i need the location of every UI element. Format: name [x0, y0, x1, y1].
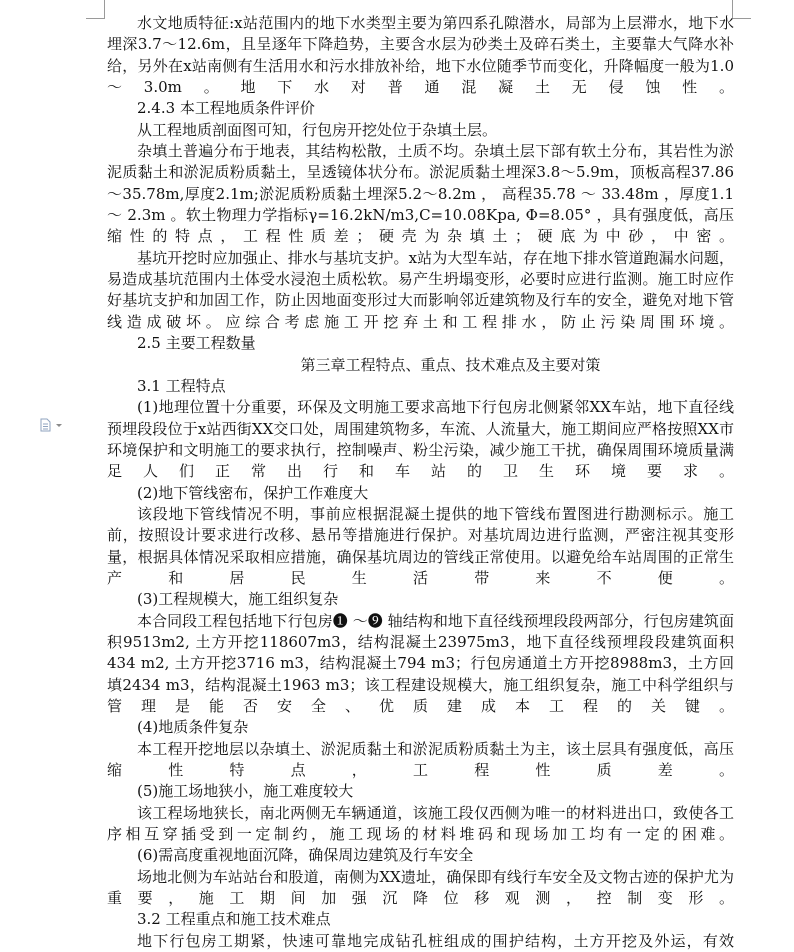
body-paragraph: 该工程场地狭长，南北两侧无车辆通道，该施工段仅西侧为唯一的材料进出口，致使各工序相互穿插受到一定制约，施工现场的材料堆码和现场加工均有一定的困难。	[107, 803, 734, 844]
section-heading: 2.5 主要工程数量	[137, 334, 256, 353]
body-paragraph: 本合同段工程包括地下行包房❶ ～❾ 轴结构和地下直径线预埋段段两部分，行包房建筑面积9513m2, 土方开挖118607m3，结构混凝土23975m3，地下直径线预埋段段建筑面积434 m2, 土方开挖3716 m3，结构混凝土794 m3；行包房通道土方开挖8988m3，土方回填2434 m3，结构混凝土1963 m3；该工程建设规模大，施工组织复杂，施工中科学组织与管理是能否安全、优质建成本工程的关键。	[107, 611, 734, 715]
section-heading: 3.1 工程特点	[137, 376, 226, 395]
section-heading: 2.4.3 本工程地质条件评价	[137, 99, 315, 118]
body-paragraph: 基坑开挖时应加强止、排水与基坑支护。x站为大型车站，存在地下排水管道跑漏水问题，易造成基坑范围内土体受水浸泡土质松软。易产生坍塌变形，必要时应进行监测。施工时应作好基坑支护和加固工作，防止因地面变形过大而影响邻近建筑物及行车的安全，避免对地下管线造成破坏。应综合考虑施工开挖弃土和工程排水，防止污染周围环境。	[107, 248, 734, 331]
section-heading: (6)需高度重视地面沉降，确保周边建筑及行车安全	[137, 846, 474, 865]
page-margin-corner-mark	[732, 0, 751, 19]
body-paragraph: 该段地下管线情况不明，事前应根据混凝土提供的地下管线布置图进行勘测标示。施工前，按照设计要求进行改移、悬吊等措施进行保护。对基坑周边进行监测，严密注视其变形量，根据具体情况采取相应措施，确保基坑周边的管线正常使用。以避免给车站周围的正常生产和居民生活带来不便。	[107, 504, 734, 587]
document-options-icon[interactable]	[39, 418, 65, 432]
section-heading: (3)工程规模大，施工组织复杂	[137, 590, 339, 609]
section-heading: 3.2 工程重点和施工技术难点	[137, 910, 331, 929]
body-paragraph: (1)地理位置十分重要，环保及文明施工要求高地下行包房北侧紧邻XX车站，地下直径线预埋段段位于x站西街XX交口处，周围建筑物多，车流、人流量大，施工期间应严格按照XX市环境保护和文明施工的要求执行，控制噪声、粉尘污染，减少施工干扰，确保周围环境质量满足人们正常出行和车站的卫生环境要求。	[107, 398, 734, 481]
section-heading: (5)施工场地狭小，施工难度较大	[137, 782, 354, 801]
section-heading: 第三章工程特点、重点、技术难点及主要对策	[300, 355, 601, 374]
document-body	[107, 13, 734, 952]
page-margin-corner-mark	[86, 0, 105, 19]
body-paragraph: 本工程开挖地层以杂填土、淤泥质黏土和淤泥质粉质黏土为主，该土层具有强度低，高压缩性特点，工程性质差。	[107, 739, 734, 780]
body-paragraph: 从工程地质剖面图可知，行包房开挖处位于杂填土层。	[137, 120, 498, 139]
body-paragraph: 地下行包房工期紧，快速可靠地完成钻孔桩组成的围护结构，土方开挖及外运，有效	[137, 931, 734, 950]
section-heading: (4)地质条件复杂	[137, 718, 249, 737]
body-paragraph: 场地北侧为车站站台和股道，南侧为XX遗址，确保即有线行车安全及文物古迹的保护尤为重要，施工期间加强沉降位移观测，控制变形。	[107, 867, 734, 908]
body-paragraph: 水文地质特征:x站范围内的地下水类型主要为第四系孔隙潜水，局部为上层滞水，地下水埋深3.7～12.6m，且呈逐年下降趋势，主要含水层为砂类土及碎石类土，主要靠大气降水补给，另外在x站南侧有生活用水和污水排放补给，地下水位随季节而变化，升降幅度一般为1.0～3.0m。地下水对普通混凝土无侵蚀性。	[107, 14, 734, 97]
section-heading: (2)地下管线密布，保护工作难度大	[137, 483, 369, 502]
body-paragraph: 杂填土普遍分布于地表，其结构松散，土质不均。杂填土层下部有软土分布，其岩性为淤泥质黏土和淤泥质粉质黏土，呈透镜体状分布。淤泥质黏土埋深3.8～5.9m，顶板高程37.86～35.78m,厚度2.1m;淤泥质粉质黏土埋深5.2～8.2m ， 高程35.78 ～ 33.48m ，厚度1.1 ～ 2.3m 。软土物理力学指标γ=16.2kN/m3,C=10.08Kpa, Φ=8.05° ，具有强度低，高压缩性的特点，工程性质差；硬壳为杂填土；硬底为中砂，中密。	[107, 142, 734, 246]
